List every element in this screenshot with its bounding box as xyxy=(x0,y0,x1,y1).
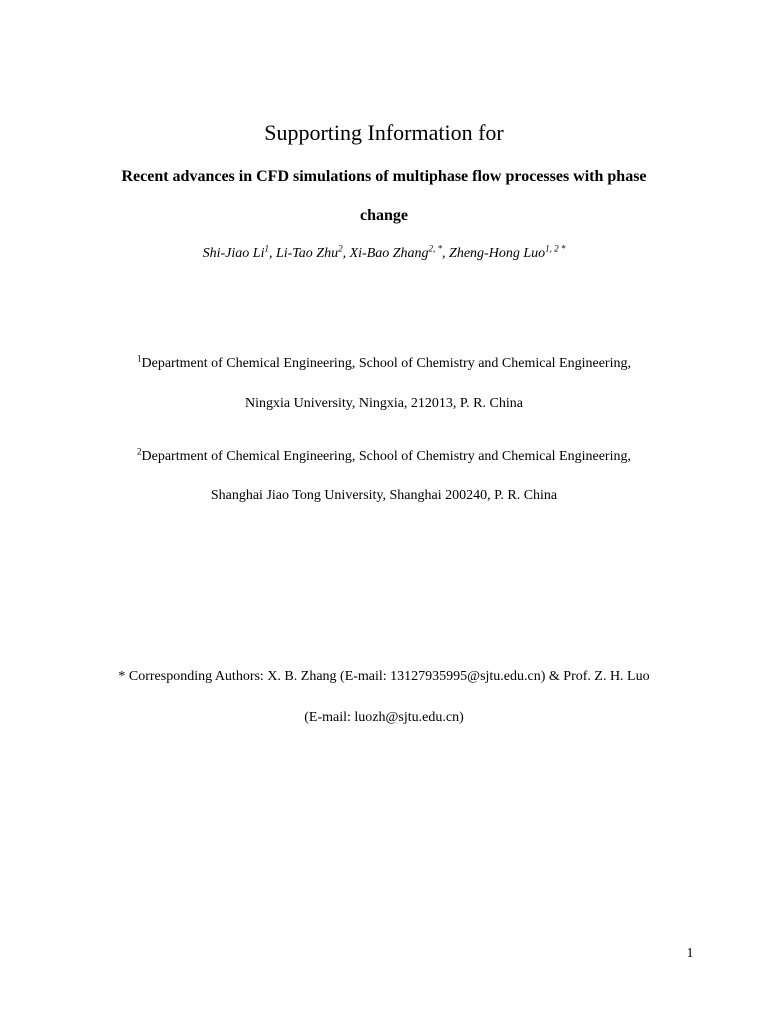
affiliation-1-line-1 xyxy=(0,353,768,372)
page-number: 1 xyxy=(686,946,694,961)
author-affiliation-marker: 1, 2 * xyxy=(545,243,566,254)
author-name: Li-Tao Zhu xyxy=(275,246,339,261)
affiliation-2-line-1 xyxy=(0,446,768,465)
author-affiliation-marker: 1 xyxy=(264,243,269,254)
author-list xyxy=(0,243,768,262)
paper-title-line-2: change xyxy=(360,207,408,224)
author-separator: , xyxy=(268,246,276,261)
author-separator: , xyxy=(442,246,450,261)
supporting-info-title: Supporting Information for xyxy=(264,120,504,145)
affiliation-text: Department of Chemical Engineering, School of Chemistry and Chemical Engineering, xyxy=(141,356,631,371)
corresponding-authors-line-2: (E-mail: luozh@sjtu.edu.cn) xyxy=(304,710,464,725)
author-affiliation-marker: 2 xyxy=(338,243,343,254)
author-name: Xi-Bao Zhang xyxy=(349,246,429,261)
affiliation-text: Department of Chemical Engineering, School of Chemistry and Chemical Engineering, xyxy=(141,449,631,464)
author-affiliation-marker: 2, * xyxy=(428,243,443,254)
corresponding-authors-line-1: * Corresponding Authors: X. B. Zhang (E-mail: 13127935995@sjtu.edu.cn) & Prof. Z. H. Luo xyxy=(118,669,650,684)
author-separator: , xyxy=(342,246,350,261)
affiliation-marker: 1 xyxy=(137,353,142,364)
affiliation-2-line-2: Shanghai Jiao Tong University, Shanghai 200240, P. R. China xyxy=(210,488,558,503)
author-name: Zheng-Hong Luo xyxy=(449,246,546,261)
author-name: Shi-Jiao Li xyxy=(202,246,265,261)
paper-title-line-1: Recent advances in CFD simulations of multiphase flow processes with phase xyxy=(121,168,647,185)
affiliation-1-line-2: Ningxia University, Ningxia, 212013, P. R. China xyxy=(245,396,523,411)
affiliation-marker: 2 xyxy=(137,446,142,457)
